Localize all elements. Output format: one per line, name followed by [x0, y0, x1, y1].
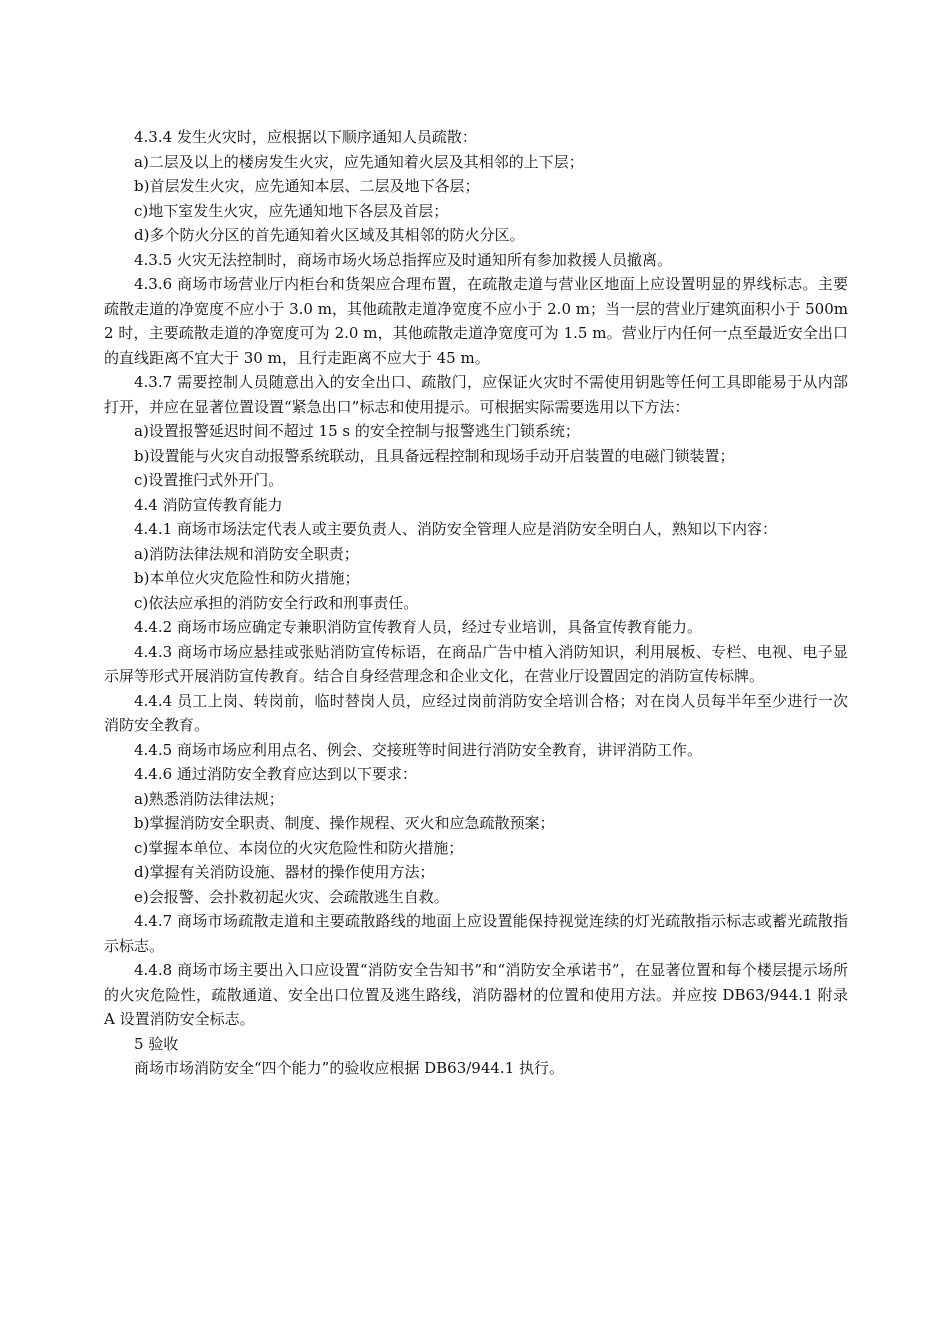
paragraph: 4.4.5 商场市场应利用点名、例会、交接班等时间进行消防安全教育，讲评消防工作。: [134, 740, 702, 759]
paragraph: b)设置能与火灾自动报警系统联动，且具备远程控制和现场手动开启装置的电磁门锁装置；: [134, 446, 735, 465]
paragraph: b)本单位火灾危险性和防火措施；: [134, 569, 360, 587]
paragraph: d)多个防火分区的首先通知着火区域及其相邻的防火分区。: [134, 226, 525, 244]
paragraph: 4.4.7 商场市场疏散走道和主要疏散路线的地面上应设置能保持视觉连续的灯光疏散指示标志或蓄光疏散指示标志。: [104, 912, 848, 955]
paragraph: c)依法应承担的消防安全行政和刑事责任。: [134, 593, 419, 612]
paragraph: 4.3.6 商场市场营业厅内柜台和货架应合理布置，在疏散走道与营业区地面上应设置明显的界线标志。主要疏散走道的净宽度不应小于 3.0 m，其他疏散走道净宽度不应小于 2.0 m；当一层的营业厅建筑面积小于 500m2 时，主要疏散走道的净宽度可为 2.0 m，其他疏散走道净宽度可为 1.5 m。营业厅内任何一点至最近安全出口的直线距离不宜大于 30 m，且行走距离不应大于 45 m。: [104, 275, 848, 367]
paragraph: d)掌握有关消防设施、器材的操作使用方法；: [134, 863, 435, 881]
paragraph: 4.4.6 通过消防安全教育应达到以下要求：: [134, 765, 417, 783]
paragraph: 4.4.1 商场市场法定代表人或主要负责人、消防安全管理人应是消防安全明白人，熟知以下内容：: [134, 520, 777, 538]
paragraph: 4.4.4 员工上岗、转岗前，临时替岗人员，应经过岗前消防安全培训合格；对在岗人员每半年至少进行一次消防安全教育。: [104, 691, 848, 734]
paragraph: c)掌握本单位、本岗位的火灾危险性和防火措施；: [134, 838, 464, 857]
paragraph: 4.4.2 商场市场应确定专兼职消防宣传教育人员，经过专业培训，具备宣传教育能力。: [134, 618, 702, 636]
paragraph: 4.4 消防宣传教育能力: [134, 495, 283, 514]
paragraph: a)设置报警延迟时间不超过 15 s 的安全控制与报警逃生门锁系统；: [134, 422, 580, 440]
paragraph: 4.3.5 火灾无法控制时，商场市场火场总指挥应及时通知所有参加救援人员撤离。: [134, 250, 672, 269]
paragraph: c)设置推闩式外开门。: [134, 471, 284, 489]
paragraph: a)二层及以上的楼房发生火灾，应先通知着火层及其相邻的上下层；: [134, 152, 584, 171]
paragraph: 商场市场消防安全“四个能力”的验收应根据 DB63/944.1 执行。: [134, 1059, 565, 1077]
paragraph: 4.3.7 需要控制人员随意出入的安全出口、疏散门，应保证火灾时不需使用钥匙等任何工具即能易于从内部打开，并应在显著位置设置“紧急出口”标志和使用提示。可根据实际需要选用以下方法：: [104, 373, 848, 416]
paragraph: 4.4.8 商场市场主要出入口应设置“消防安全告知书”和“消防安全承诺书”，在显著位置和每个楼层提示场所的火灾危险性，疏散通道、安全出口位置及逃生路线，消防器材的位置和使用方法。并应按 DB63/944.1 附录 A 设置消防安全标志。: [104, 961, 848, 1028]
paragraph: 4.3.4 发生火灾时，应根据以下顺序通知人员疏散：: [134, 128, 477, 146]
paragraph: a)熟悉消防法律法规；: [134, 789, 284, 808]
paragraph: a)消防法律法规和消防安全职责；: [134, 544, 359, 563]
paragraph: 4.4.3 商场市场应悬挂或张贴消防宣传标语，在商品广告中植入消防知识，利用展板、专栏、电视、电子显示屏等形式开展消防宣传教育。结合自身经营理念和企业文化，在营业厅设置固定的消防宣传标牌。: [104, 642, 848, 685]
paragraph: b)首层发生火灾，应先通知本层、二层及地下各层；: [134, 177, 480, 195]
paragraph: b)掌握消防安全职责、制度、操作规程、灭火和应急疏散预案；: [134, 814, 555, 832]
paragraph: e)会报警、会扑救初起火灾、会疏散逃生自救。: [134, 887, 449, 906]
paragraph: 5 验收: [134, 1034, 179, 1053]
paragraph: c)地下室发生火灾，应先通知地下各层及首层；: [134, 201, 449, 220]
document-body: [104, 125, 848, 1081]
